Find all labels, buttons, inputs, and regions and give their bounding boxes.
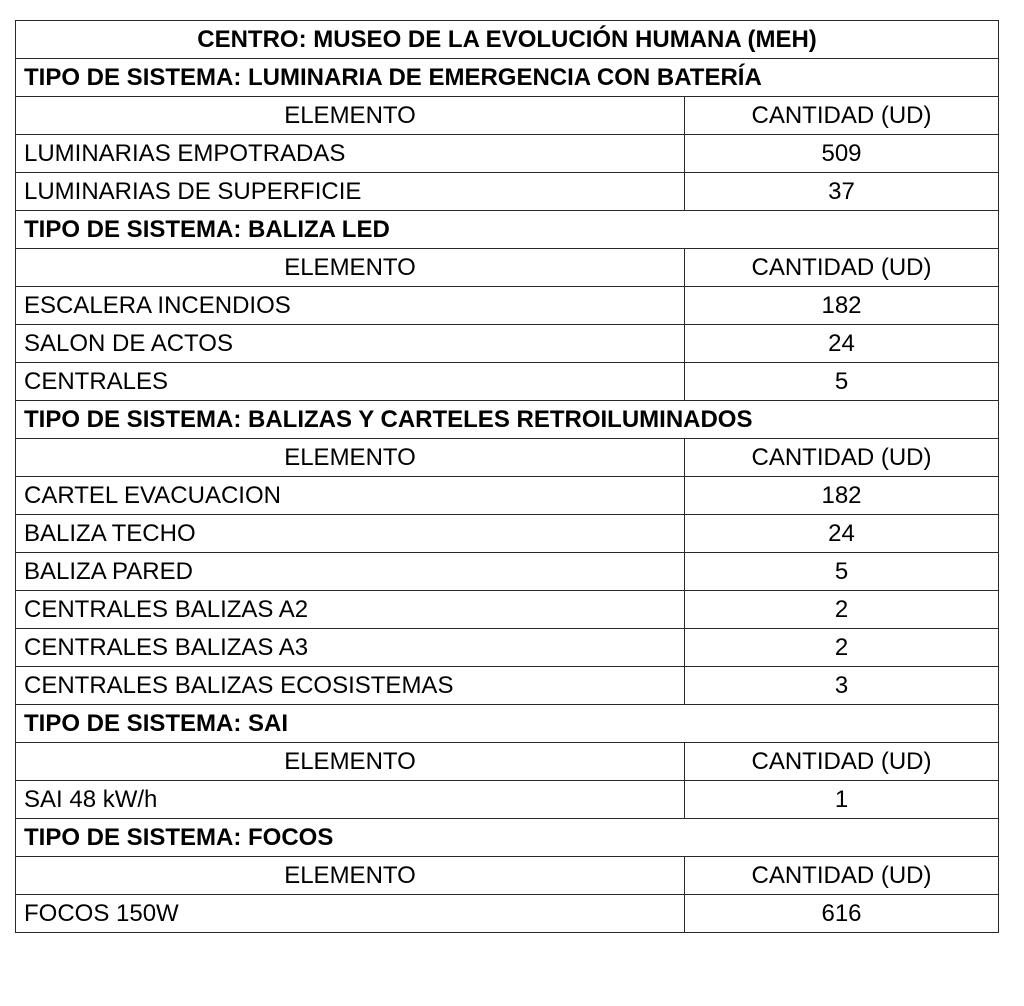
table-row [16,553,999,591]
element-quantity: 5 [685,363,999,401]
column-header-element: ELEMENTO [16,249,685,287]
header-row [16,857,999,895]
header-row [16,249,999,287]
table-body [16,21,999,933]
element-name: CARTEL EVACUACION [16,477,685,515]
element-name: BALIZA TECHO [16,515,685,553]
element-name: FOCOS 150W [16,895,685,933]
table-title: CENTRO: MUSEO DE LA EVOLUCIÓN HUMANA (MEH) [16,21,999,59]
column-header-element: ELEMENTO [16,439,685,477]
element-quantity: 2 [685,591,999,629]
title-row [16,21,999,59]
table-row [16,515,999,553]
table-row [16,591,999,629]
element-name: CENTRALES [16,363,685,401]
element-quantity: 3 [685,667,999,705]
element-quantity: 37 [685,173,999,211]
table-row [16,363,999,401]
section-title: TIPO DE SISTEMA: BALIZA LED [16,211,999,249]
element-name: CENTRALES BALIZAS ECOSISTEMAS [16,667,685,705]
inventory-table [15,20,999,933]
column-header-quantity: CANTIDAD (UD) [685,439,999,477]
element-quantity: 24 [685,325,999,363]
section-row [16,211,999,249]
element-quantity: 5 [685,553,999,591]
table-row [16,287,999,325]
column-header-element: ELEMENTO [16,743,685,781]
column-header-quantity: CANTIDAD (UD) [685,249,999,287]
column-header-quantity: CANTIDAD (UD) [685,743,999,781]
section-title: TIPO DE SISTEMA: BALIZAS Y CARTELES RETROILUMINADOS [16,401,999,439]
table-row [16,667,999,705]
section-row [16,59,999,97]
column-header-element: ELEMENTO [16,97,685,135]
element-quantity: 616 [685,895,999,933]
table-row [16,135,999,173]
header-row [16,743,999,781]
table-row [16,781,999,819]
column-header-element: ELEMENTO [16,857,685,895]
table-row [16,629,999,667]
element-name: ESCALERA INCENDIOS [16,287,685,325]
table-row [16,895,999,933]
table-row [16,477,999,515]
column-header-quantity: CANTIDAD (UD) [685,857,999,895]
element-name: SAI 48 kW/h [16,781,685,819]
section-title: TIPO DE SISTEMA: LUMINARIA DE EMERGENCIA CON BATERÍA [16,59,999,97]
element-quantity: 2 [685,629,999,667]
column-header-quantity: CANTIDAD (UD) [685,97,999,135]
element-name: CENTRALES BALIZAS A2 [16,591,685,629]
table-row [16,173,999,211]
section-row [16,819,999,857]
element-name: CENTRALES BALIZAS A3 [16,629,685,667]
element-name: LUMINARIAS EMPOTRADAS [16,135,685,173]
element-name: BALIZA PARED [16,553,685,591]
element-quantity: 1 [685,781,999,819]
section-row [16,401,999,439]
element-name: SALON DE ACTOS [16,325,685,363]
table-row [16,325,999,363]
section-title: TIPO DE SISTEMA: SAI [16,705,999,743]
element-name: LUMINARIAS DE SUPERFICIE [16,173,685,211]
element-quantity: 509 [685,135,999,173]
element-quantity: 182 [685,287,999,325]
section-row [16,705,999,743]
header-row [16,439,999,477]
section-title: TIPO DE SISTEMA: FOCOS [16,819,999,857]
header-row [16,97,999,135]
element-quantity: 24 [685,515,999,553]
element-quantity: 182 [685,477,999,515]
